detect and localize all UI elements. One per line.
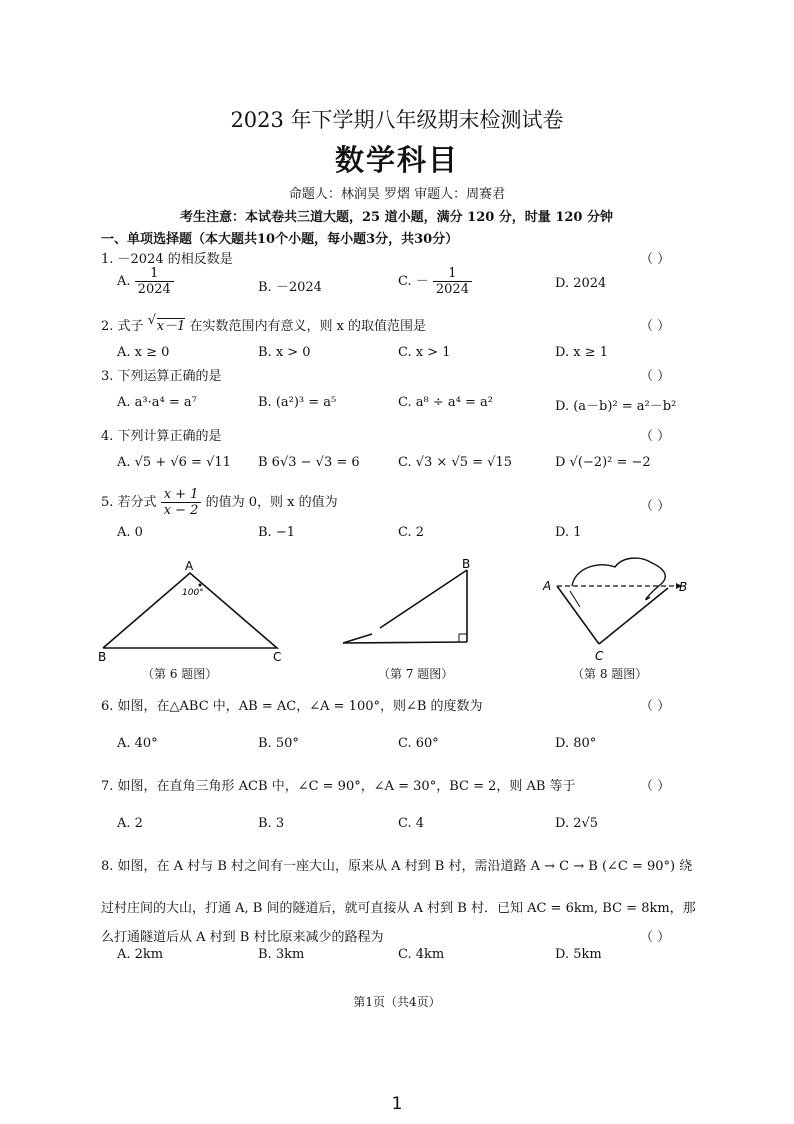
numerator: x + 1 (161, 487, 202, 503)
q8-option-c[interactable]: C. 4km (398, 947, 445, 962)
fraction (161, 487, 202, 518)
q2-option-a[interactable]: A. x ≥ 0 (117, 345, 170, 360)
fig6-label-b: B (98, 650, 107, 664)
denominator: 2024 (137, 282, 171, 297)
q5-option-a[interactable]: A. 0 (117, 525, 143, 540)
figure-7-right-triangle (343, 557, 470, 643)
question-1-stem: 1. －2024 的相反数是 (101, 252, 233, 267)
fig8-caption: （第 8 题图） (572, 667, 648, 681)
q1-option-d[interactable]: D. 2024 (555, 276, 607, 291)
subject-title: 数学科目 (334, 143, 459, 177)
question-8-line-2: 过村庄间的大山，打通 A, B 间的隧道后，就可直接从 A 村到 B 村．已知 AC = 6km, BC = 8km，那 (101, 901, 696, 916)
q7-option-a[interactable]: A. 2 (117, 816, 143, 831)
q8-option-a[interactable]: A. 2km (117, 947, 164, 962)
q5-option-c[interactable]: C. 2 (398, 525, 425, 540)
q6-option-c[interactable]: C. 60° (398, 736, 439, 751)
fig6-angle-label: 100° (182, 588, 204, 598)
denominator: x − 2 (163, 503, 199, 518)
q2-option-b[interactable]: B. x > 0 (258, 345, 311, 360)
answer-paren-2[interactable]: （ ） (640, 319, 671, 334)
fig8-label-c: C (595, 649, 604, 663)
q4-option-a[interactable]: A. √5 + √6 = √11 (117, 455, 231, 470)
option-label: C. － (398, 274, 429, 289)
stem-part: 在实数范围内有意义，则 x 的取值范围是 (189, 319, 427, 334)
answer-paren-5[interactable]: （ ） (640, 499, 671, 514)
stem-part: 5. 若分式 (101, 495, 157, 510)
q6-option-a[interactable]: A. 40° (117, 736, 158, 751)
page-number: 1 (391, 1094, 403, 1114)
stem-part: 2. 式子 (101, 319, 144, 334)
numerator: 1 (135, 266, 174, 282)
q4-option-b[interactable]: B 6√3 − √3 = 6 (258, 455, 360, 470)
question-3-stem: 3. 下列运算正确的是 (101, 369, 222, 384)
q5-option-b[interactable]: B. −1 (258, 525, 295, 540)
q3-option-d[interactable]: D. (a－b)² = a²－b² (555, 399, 677, 414)
q7-option-b[interactable]: B. 3 (258, 816, 285, 831)
fraction (433, 266, 472, 297)
q6-option-d[interactable]: D. 80° (555, 736, 597, 751)
q2-option-d[interactable]: D. x ≥ 1 (555, 345, 608, 360)
question-2-stem (101, 315, 426, 334)
page-info: 第1页（共4页） (353, 995, 441, 1009)
radical: √ x－1 (147, 313, 186, 334)
denominator: 2024 (435, 282, 469, 297)
fig7-caption: （第 7 题图） (378, 667, 454, 681)
answer-paren-7[interactable]: （ ） (640, 779, 671, 794)
exam-notice: 考生注意：本试卷共三道大题，25 道小题，满分 120 分，时量 120 分钟 (180, 210, 613, 225)
stem-part: 的值为 0，则 x 的值为 (205, 495, 338, 510)
exam-title: 2023 年下学期八年级期末检测试卷 (230, 108, 564, 132)
q8-option-d[interactable]: D. 5km (555, 947, 602, 962)
fig8-label-a: A (543, 579, 552, 593)
fig8-label-b: B (679, 580, 688, 594)
q1-option-c[interactable] (398, 266, 472, 297)
figure-6-triangle (98, 559, 281, 664)
q4-option-c[interactable]: C. √3 × √5 = √15 (398, 455, 512, 470)
question-8-line-1: 8. 如图，在 A 村与 B 村之间有一座大山，原来从 A 村到 B 村，需沿道路 A → C → B (∠C = 90°) 绕 (101, 859, 693, 874)
answer-paren-3[interactable]: （ ） (640, 369, 671, 384)
q8-option-b[interactable]: B. 3km (258, 947, 305, 962)
answer-paren-8[interactable]: （ ） (640, 930, 671, 945)
radicand: x－1 (156, 319, 186, 334)
q5-option-d[interactable]: D. 1 (555, 525, 582, 540)
q2-option-c[interactable]: C. x > 1 (398, 345, 451, 360)
q1-option-a[interactable] (117, 266, 174, 297)
question-7-stem: 7. 如图，在直角三角形 ACB 中，∠C = 90°，∠A = 30°，BC = 2，则 AB 等于 (101, 779, 576, 794)
option-label: A. (117, 274, 131, 289)
q3-option-b[interactable]: B. (a²)³ = a⁵ (258, 395, 337, 410)
answer-paren-4[interactable]: （ ） (640, 429, 671, 444)
question-8-line-3: 么打通隧道后从 A 村到 B 村比原来减少的路程为 (101, 930, 384, 945)
question-6-stem: 6. 如图，在△ABC 中，AB = AC，∠A = 100°，则∠B 的度数为 (101, 699, 483, 714)
fig6-label-a: A (185, 559, 194, 573)
question-4-stem: 4. 下列计算正确的是 (101, 429, 222, 444)
q3-option-a[interactable]: A. a³·a⁴ = a⁷ (117, 395, 197, 410)
q7-option-c[interactable]: C. 4 (398, 816, 425, 831)
numerator: 1 (433, 266, 472, 282)
fig6-caption: （第 6 题图） (142, 667, 218, 681)
authors-line: 命题人：林润昊 罗熠 审题人：周赛君 (288, 187, 506, 202)
q3-option-c[interactable]: C. a⁸ ÷ a⁴ = a² (398, 395, 493, 410)
q7-option-d[interactable]: D. 2√5 (555, 816, 599, 831)
fig6-label-c: C (273, 650, 282, 664)
q1-option-b[interactable]: B. －2024 (258, 280, 322, 295)
section-heading: 一、单项选择题（本大题共10个小题，每小题3分，共30分） (101, 232, 459, 247)
answer-paren-1[interactable]: （ ） (640, 252, 671, 267)
q4-option-d[interactable]: D √(−2)² = −2 (555, 455, 651, 470)
q6-option-b[interactable]: B. 50° (258, 736, 299, 751)
answer-paren-6[interactable]: （ ） (640, 699, 671, 714)
fraction (135, 266, 174, 297)
figure-8-mountain (542, 558, 687, 663)
question-5-stem (101, 487, 338, 518)
fig7-label-b: B (462, 557, 471, 571)
